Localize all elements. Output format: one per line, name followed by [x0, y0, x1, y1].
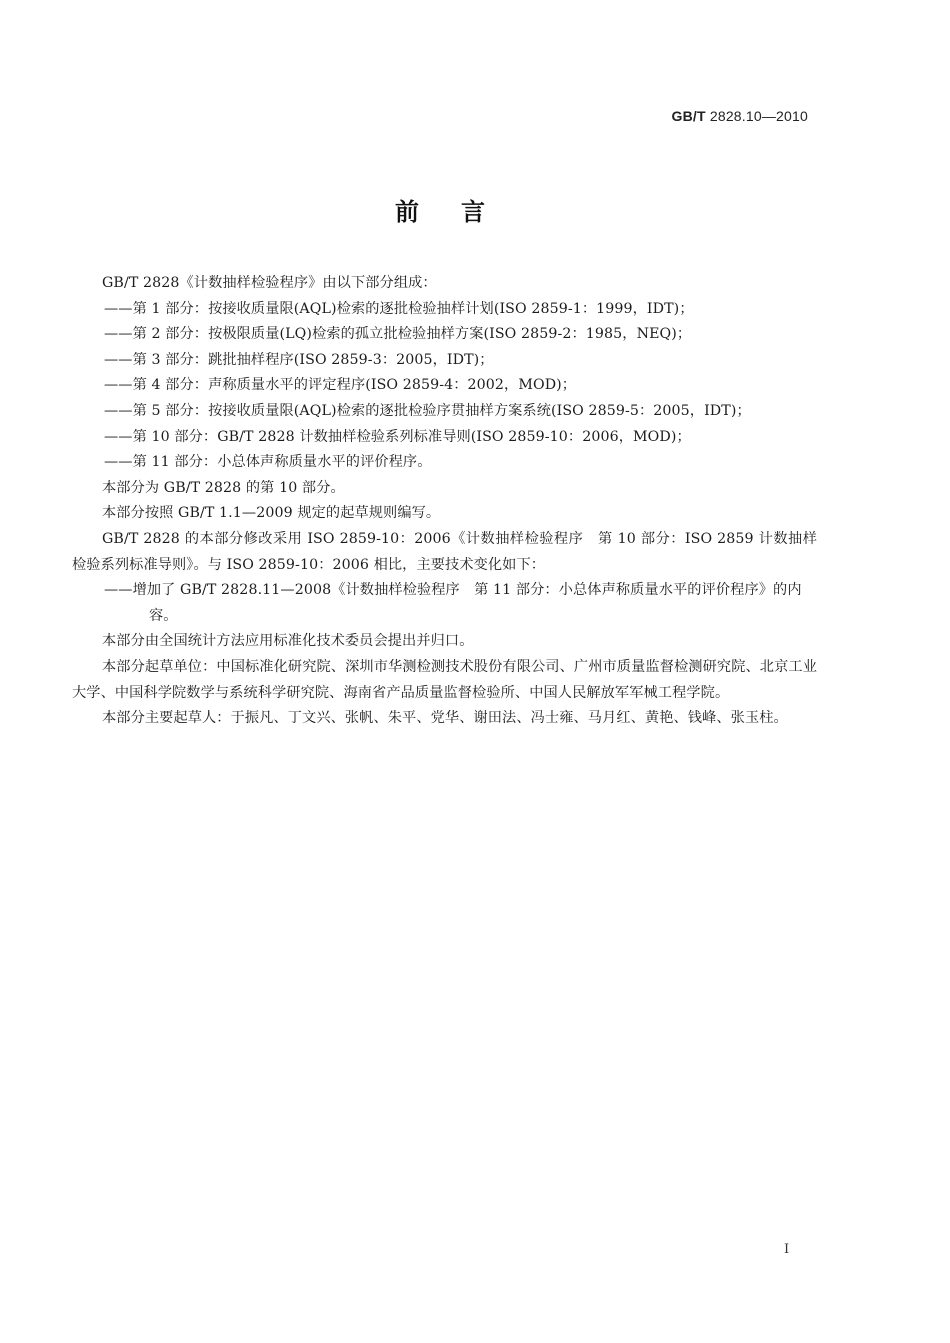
part-list-item: ——第 5 部分：按接收质量限(AQL)检索的逐批检验序贯抽样方案系统(ISO 2859-5：2005，IDT)；	[104, 402, 751, 419]
part-list-item: ——第 4 部分：声称质量水平的评定程序(ISO 2859-4：2002，MOD)；	[104, 377, 577, 394]
standard-code-header	[672, 108, 809, 124]
page-title: 前言	[395, 198, 527, 226]
drafters-paragraph: 本部分主要起草人：于振凡、丁文兴、张帆、朱平、党华、谢田法、冯士雍、马月红、黄艳、钱峰、张玉柱。	[102, 710, 788, 727]
page-number: I	[784, 1242, 790, 1257]
document-body	[72, 271, 817, 732]
drafting-units-paragraph: 本部分起草单位：中国标准化研究院、深圳市华测检测技术股份有限公司、广州市质量监督检测研究院、北京工业大学、中国科学院数学与系统科学研究院、海南省产品质量监督检验所、中国人民解放军军械工程学院。	[72, 658, 817, 701]
part-list-item: ——第 10 部分：GB/T 2828 计数抽样检验系列标准导则(ISO 2859-10：2006，MOD)；	[104, 428, 691, 445]
proposed-by-paragraph: 本部分由全国统计方法应用标准化技术委员会提出并归口。	[102, 633, 474, 650]
intro-paragraph: GB/T 2828《计数抽样检验程序》由以下部分组成：	[102, 275, 437, 291]
part-list-item: ——第 2 部分：按极限质量(LQ)检索的孤立批检验抽样方案(ISO 2859-2：1985，NEQ)；	[104, 326, 692, 343]
drafting-rules-paragraph: 本部分按照 GB/T 1.1—2009 规定的起草规则编写。	[102, 505, 441, 522]
part-list-item: ——第 3 部分：跳批抽样程序(ISO 2859-3：2005，IDT)；	[104, 351, 494, 368]
adoption-paragraph: GB/T 2828 的本部分修改采用 ISO 2859-10：2006《计数抽样检验程序 第 10 部分：ISO 2859 计数抽样检验系列标准导则》。与 ISO 2859-10：2006 相比，主要技术变化如下：	[72, 530, 817, 573]
part-list-item: ——第 1 部分：按接收质量限(AQL)检索的逐批检验抽样计划(ISO 2859-1：1999，IDT)；	[104, 300, 694, 317]
part-list-item: ——第 11 部分：小总体声称质量水平的评价程序。	[104, 454, 432, 471]
standard-number: 2828.10—2010	[709, 108, 808, 124]
part-of-paragraph: 本部分为 GB/T 2828 的第 10 部分。	[102, 479, 345, 496]
change-list-item: ——增加了 GB/T 2828.11—2008《计数抽样检验程序 第 11 部分：小总体声称质量水平的评价程序》的内容。	[104, 582, 802, 624]
standard-prefix: GB/T	[671, 108, 706, 124]
